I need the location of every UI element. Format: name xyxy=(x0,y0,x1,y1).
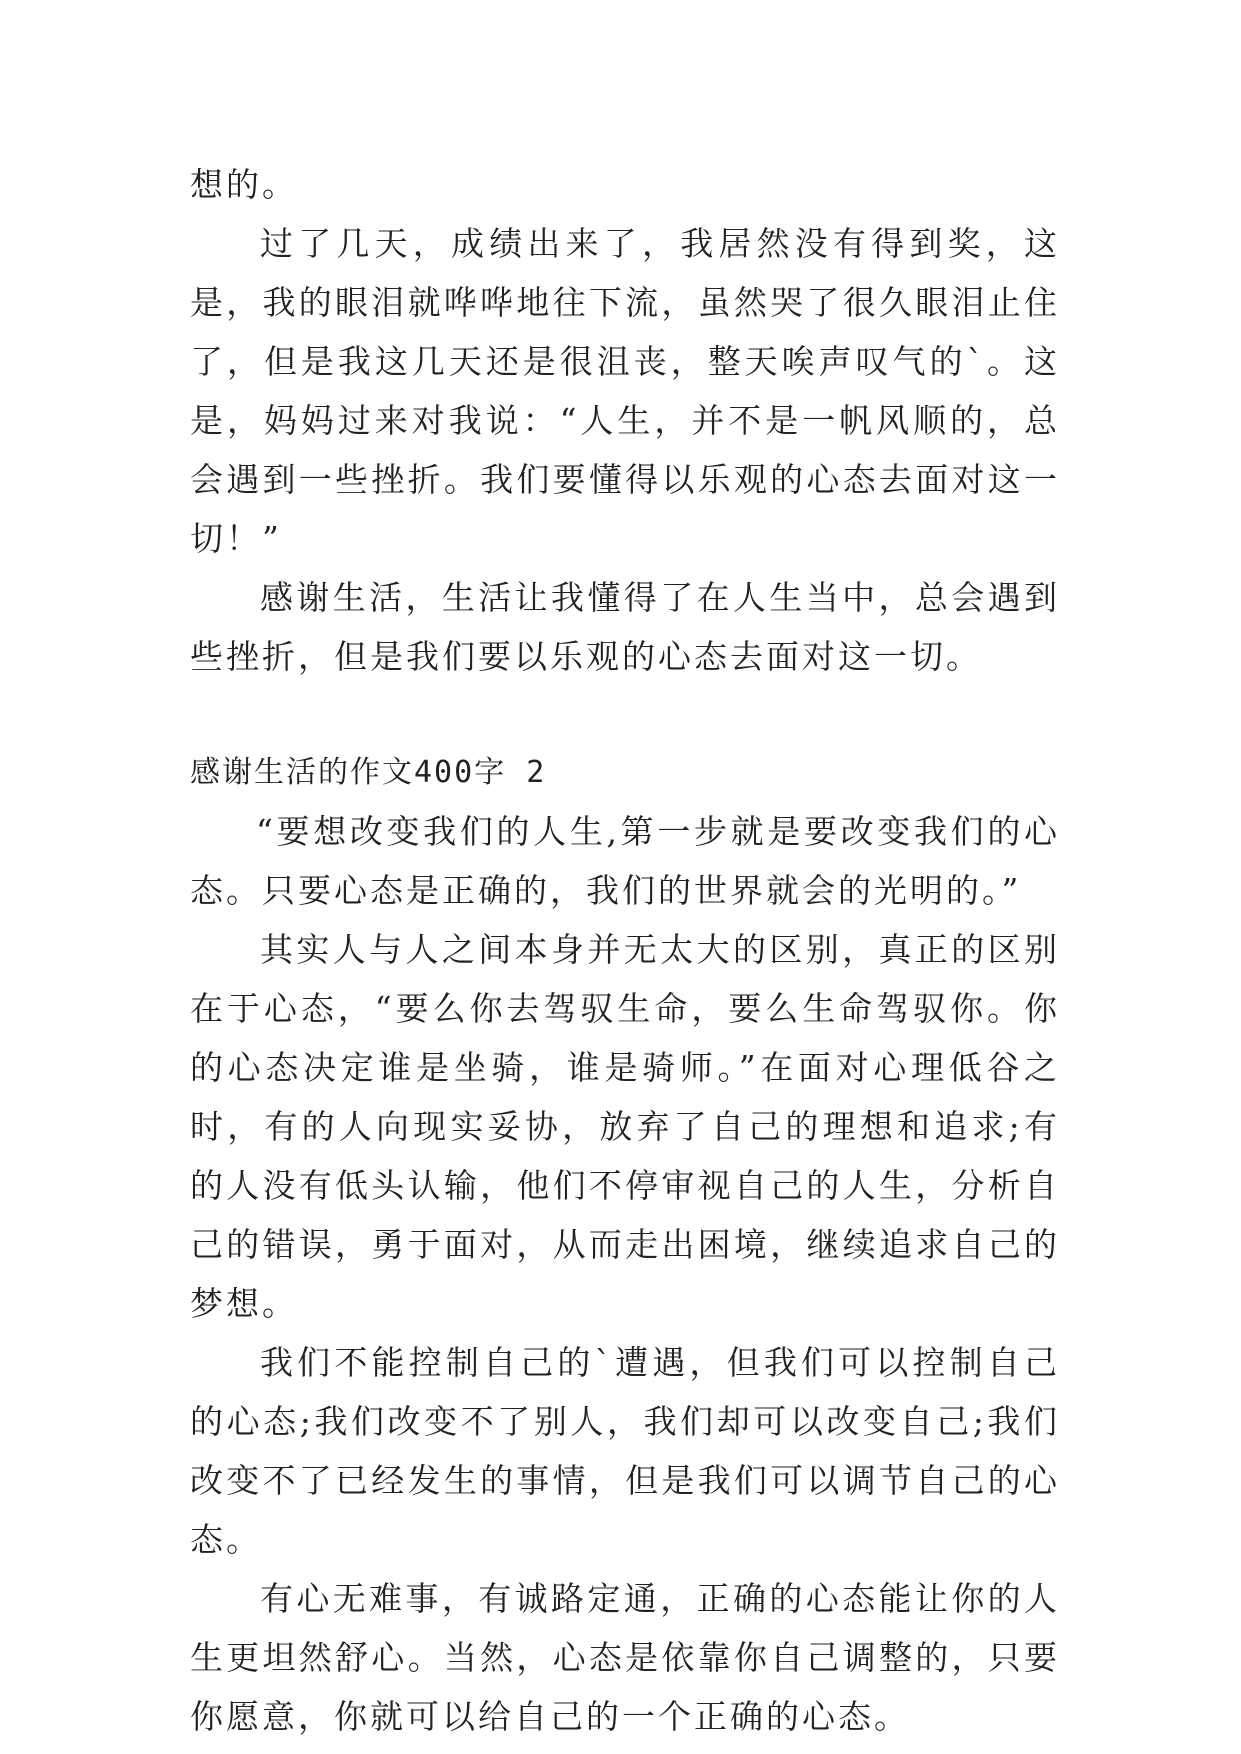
paragraph-quote: “要想改变我们的人生,第一步就是要改变我们的心态。只要心态是正确的，我们的世界就会的光明的。” xyxy=(190,812,1060,910)
paragraph: 我们不能控制自己的`遭遇，但我们可以控制自己的心态;我们改变不了别人，我们却可以改变自己;我们改变不了已经发生的事情，但是我们可以调节自己的心态。 xyxy=(190,1343,1060,1559)
section-heading: 感谢生活的作文400字 2 xyxy=(190,755,547,790)
paragraph: 有心无难事，有诚路定通，正确的心态能让你的人生更坦然舒心。当然，心态是依靠你自己调整的，只要你愿意，你就可以给自己的一个正确的心态。 xyxy=(190,1579,1060,1736)
paragraph: 过了几天，成绩出来了，我居然没有得到奖，这是，我的眼泪就哗哗地往下流，虽然哭了很久眼泪止住了，但是我这几天还是很沮丧，整天唉声叹气的`。这是，妈妈过来对我说：“人生，并不是一帆风顺的，总会遇到一些挫折。我们要懂得以乐观的心态去面对这一切！” xyxy=(190,224,1060,558)
paragraph: 其实人与人之间本身并无太大的区别，真正的区别在于心态，“要么你去驾驭生命，要么生命驾驭你。你的心态决定谁是坐骑，谁是骑师。”在面对心理低谷之时，有的人向现实妥协，放弃了自己的理想和追求;有的人没有低头认输，他们不停审视自己的人生，分析自己的错误，勇于面对，从而走出困境，继续追求自己的梦想。 xyxy=(190,930,1060,1323)
paragraph-continuation: 想的。 xyxy=(190,165,298,204)
document-body xyxy=(190,155,1060,1746)
paragraph: 感谢生活，生活让我懂得了在人生当中，总会遇到些挫折，但是我们要以乐观的心态去面对这一切。 xyxy=(190,578,1060,676)
